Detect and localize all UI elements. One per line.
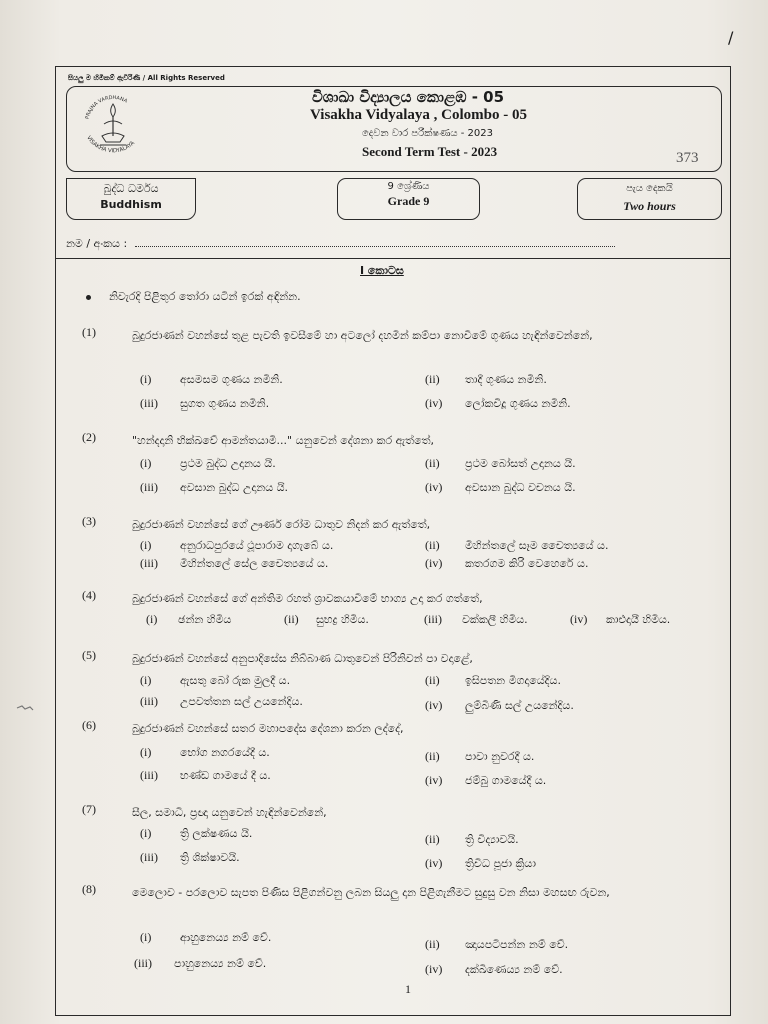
option-7-iv[interactable]: (iv) ත්‍රිවිධ පූජා ක්‍රියා	[425, 856, 536, 870]
question-number: (4)	[82, 588, 96, 602]
option-5-i[interactable]: (i) ඇසතු බෝ රුක මුලදී ය.	[140, 673, 291, 687]
option-3-ii[interactable]: (ii) මිහින්තලේ සෑම චෛත්‍යයේ ය.	[425, 538, 609, 552]
grade-english: Grade 9	[387, 194, 430, 208]
pen-mark-icon	[16, 704, 34, 712]
question-number: (2)	[82, 430, 96, 444]
question-number: (3)	[82, 514, 96, 528]
option-6-iv[interactable]: (iv) ජම්බු ගාමයේදී ය.	[425, 773, 547, 787]
school-name-sinhala: විශාඛා විද්‍යාලය කොළඹ - 05	[312, 88, 505, 106]
section-title: I කොටස	[360, 264, 404, 277]
question-text: බුදුරජාණන් වහන්සේ ගේ අන්තිම රහත් ශ්‍රාවකයාවීමේ භාග්‍ය උදා කර ගත්තේ,	[132, 592, 483, 605]
option-8-iii[interactable]: (iii) පාහුනෙය්‍ය නම් වේ.	[134, 956, 267, 970]
question-text: මෙලොව - පරලොව සැපත පිණිස පිළිගන්වනු ලබන සියලු දාන පිළිගැනීමට සුදුසු වන නිසා මහසඟ රුවන,	[132, 886, 610, 899]
duration-box	[577, 178, 722, 220]
school-crest-icon	[80, 90, 146, 166]
option-5-iii[interactable]: (iii) උපවත්තන සල් උයනේදිය.	[140, 694, 303, 708]
option-3-i[interactable]: (i) අනුරාධපුරයේ ථූපාරාම දාගැබේ ය.	[140, 538, 334, 552]
option-4-iii[interactable]: (iii) වක්කලී හිමිය.	[424, 612, 528, 626]
question-text: බුදුරජාණන් වහන්සේ ගේ ඌර්ණ රෝම ධාතුව නිදන් කර ඇත්තේ,	[132, 518, 431, 531]
question-number: (7)	[82, 802, 96, 816]
question-number: (6)	[82, 718, 96, 732]
option-3-iii[interactable]: (iii) මිහින්තලේ සේල චෛත්‍යයේ ය.	[140, 556, 329, 570]
subject-english: Buddhism	[100, 198, 162, 211]
option-7-ii[interactable]: (ii) ත්‍රි විද්‍යාවයි.	[425, 832, 519, 846]
option-1-i[interactable]: (i) අසමසම ගුණය නමිනි.	[140, 372, 283, 386]
duration-sinhala: පැය දෙකයි	[626, 183, 673, 194]
option-5-ii[interactable]: (ii) ඉසිපතන මිගදායේදිය.	[425, 673, 561, 687]
subject-box	[66, 178, 196, 220]
grade-sinhala: 9 ශ්‍රේණිය	[387, 181, 430, 192]
option-1-iv[interactable]: (iv) ලෝකවිදූ ගුණය නමිනි.	[425, 396, 571, 410]
question-number: (1)	[82, 325, 96, 339]
bullet-icon	[86, 295, 91, 300]
option-6-ii[interactable]: (ii) පාවා නුවරදී ය.	[425, 749, 535, 763]
option-7-i[interactable]: (i) ත්‍රි ලක්ෂණය යි.	[140, 826, 253, 840]
question-text: සීල, සමාධි, ප්‍රඥා යනුවෙන් හැඳින්වෙන්නේ,	[132, 806, 327, 819]
crest-arc-top-text: PRAJNA VARDHANA	[84, 94, 129, 120]
option-4-i[interactable]: (i) ඡන්න හිමිය	[146, 612, 232, 626]
option-1-ii[interactable]: (ii) තාදී ගුණය නමිනි.	[425, 372, 547, 386]
question-number: (8)	[82, 882, 96, 896]
test-name-english: Second Term Test - 2023	[362, 144, 498, 159]
copyright-notice: සියලු ම හිමිකම් ඇවිරිණි / All Rights Reserved	[68, 74, 225, 82]
option-4-ii[interactable]: (ii) සුභද්‍ර හිමිය.	[284, 612, 369, 626]
footer-page-number: 1	[405, 982, 411, 996]
option-4-iv[interactable]: (iv) කාළුදායී හිමිය.	[570, 612, 671, 626]
question-text: බුදුරජාණන් වහන්සේ අනුපාදිසේස නිබ්බාණ ධාතුවෙන් පිරිනිවන් පා වදාළේ,	[132, 652, 473, 665]
option-1-iii[interactable]: (iii) සුගත ගුණය නමිනි.	[140, 396, 270, 410]
question-text: බුදුරජාණන් වහන්සේ සතර මහාපදේස දේශනා කරන ලද්දේ,	[132, 722, 404, 735]
duration-english: Two hours	[623, 199, 676, 213]
test-name-sinhala: දෙවන වාර පරීක්ෂණය - 2023	[362, 128, 493, 139]
option-2-iv[interactable]: (iv) අවසාන බුද්ධ වචනය යි.	[425, 480, 576, 494]
option-8-i[interactable]: (i) ආහුනෙය්‍ය නම් වේ.	[140, 930, 272, 944]
grade-box	[337, 178, 480, 220]
option-7-iii[interactable]: (iii) ත්‍රි ශික්ෂාවයි.	[140, 850, 240, 864]
name-number-row	[66, 237, 615, 251]
name-input-line[interactable]	[135, 246, 615, 247]
question-text: බුදුරජාණන් වහන්සේ තුළ පැවති ඉවසීමේ හා අටලෝ දහමින් කම්පා නොවීමේ ගුණය හැඳින්වෙන්නේ,	[132, 329, 593, 342]
school-name-english: Visakha Vidyalaya , Colombo - 05	[310, 107, 527, 123]
corner-mark: /	[728, 28, 734, 47]
instruction	[86, 290, 301, 304]
option-2-iii[interactable]: (iii) අවසාන බුද්ධ උදානය යි.	[140, 480, 289, 494]
option-6-i[interactable]: (i) භෝග නගරයේදී ය.	[140, 745, 270, 759]
divider-top	[56, 258, 730, 259]
option-6-iii[interactable]: (iii) භණ්ඩ ගාමයේ දී ය.	[140, 768, 271, 782]
option-8-iv[interactable]: (iv) දක්ඛිණෙය්‍ය නම් වේ.	[425, 962, 563, 976]
option-2-i[interactable]: (i) ප්‍රථම බුද්ධ උදානය යි.	[140, 456, 276, 470]
crest-arc-bottom-text: VISAKHA VIDYALAYA	[85, 135, 136, 155]
instruction-text: නිවැරදි පිළිතුර තෝරා යටින් ඉරක් අඳින්න.	[109, 290, 301, 303]
subject-sinhala: බුද්ධ ධර්මය	[103, 182, 159, 195]
name-label: නම / අංකය :	[66, 237, 128, 250]
option-2-ii[interactable]: (ii) ප්‍රථම බෝසත් උදානය යි.	[425, 456, 576, 470]
question-number: (5)	[82, 648, 96, 662]
option-8-ii[interactable]: (ii) ඤායපටිපන්න නම් වේ.	[425, 937, 569, 951]
option-3-iv[interactable]: (iv) කතරගම කිරි වෙහෙරේ ය.	[425, 556, 589, 570]
option-5-iv[interactable]: (iv) ලුම්බිණි සල් උයනේදිය.	[425, 698, 574, 712]
handwritten-page-number: 373	[676, 150, 699, 166]
question-text: "හන්දදානි භික්ඛවේ ආමන්තයාමි..." යනුවෙන් දේශනා කර ඇත්තේ,	[132, 434, 435, 447]
